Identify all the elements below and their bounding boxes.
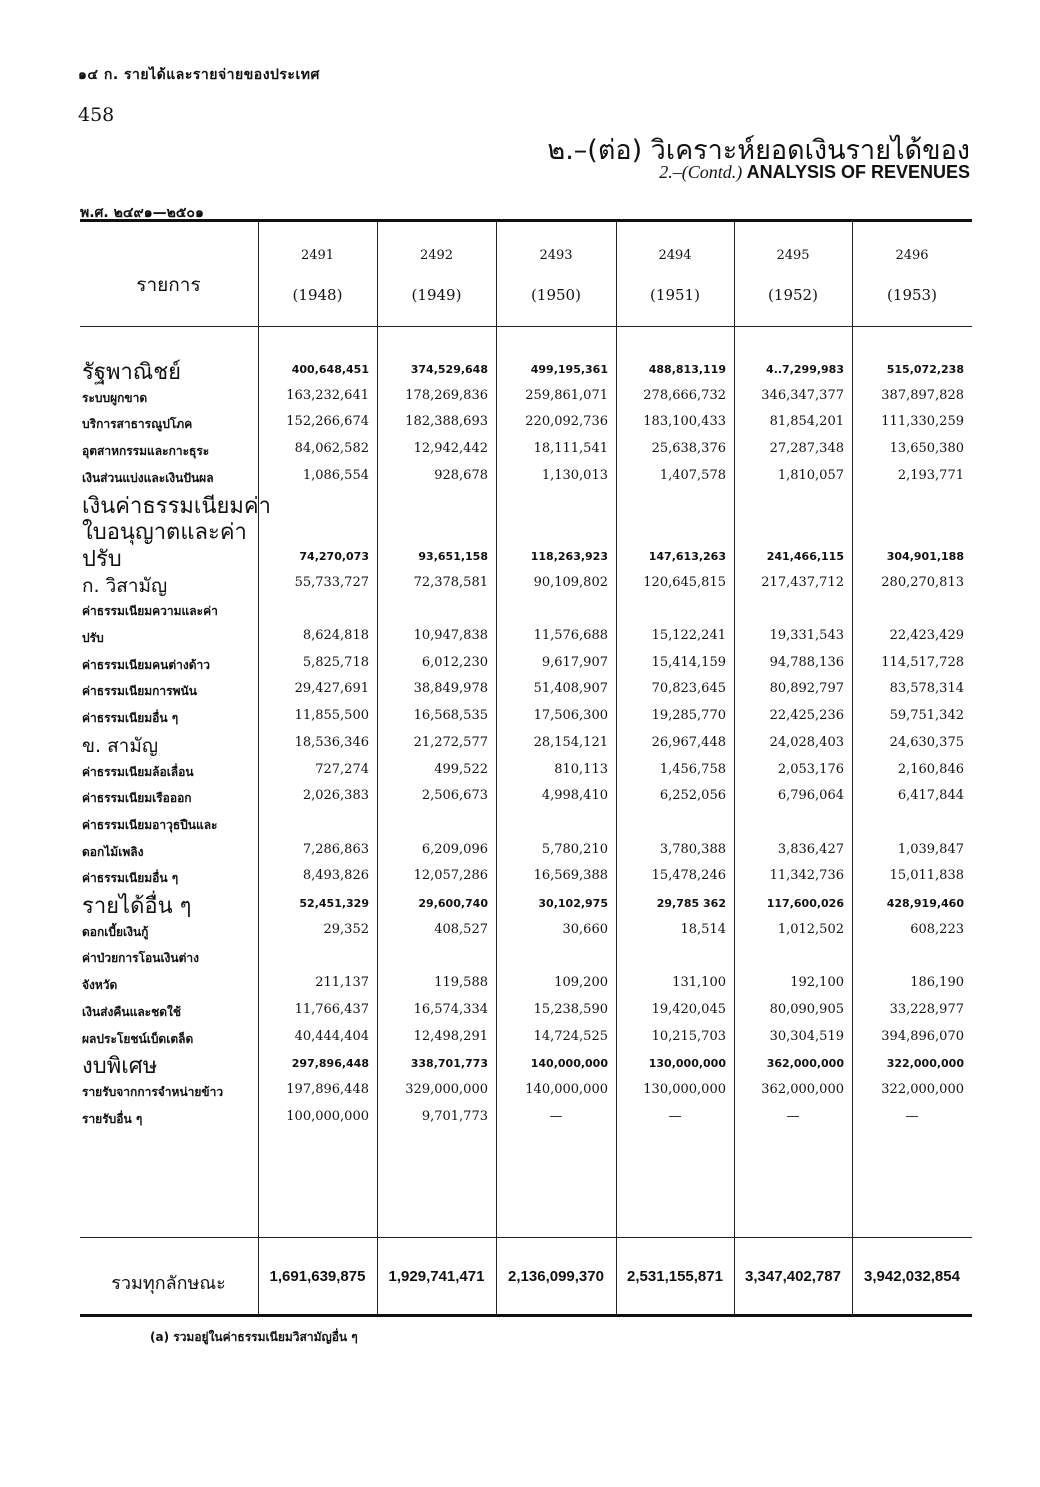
cell-value: — — [905, 1108, 919, 1124]
row-label: ข. สามัญ — [82, 734, 159, 757]
cell-value: 2,160,846 — [897, 761, 964, 777]
table-row — [80, 703, 972, 730]
cell-value: 118,263,923 — [530, 549, 608, 563]
row-label: ค่าป่วยการโอนเงินต่าง — [82, 951, 200, 966]
cell-value: 59,751,342 — [889, 708, 964, 724]
cell-value: 24,630,375 — [889, 734, 964, 750]
row-label: รายรับจากการจำหน่ายข้าว — [82, 1084, 224, 1099]
cell-value: 3,836,427 — [777, 841, 844, 857]
table-row — [80, 783, 972, 810]
cell-value: 6,796,064 — [777, 788, 844, 804]
table-title-english — [659, 162, 970, 183]
cell-value: 346,347,377 — [761, 387, 844, 403]
cell-value: 84,062,582 — [294, 441, 369, 457]
cell-value: 19,331,543 — [769, 628, 844, 643]
cell-value: 29,785 362 — [656, 897, 726, 910]
row-label: ค่าธรรมเนียมอื่น ๆ — [82, 871, 179, 886]
table-row — [80, 997, 972, 1024]
cell-value: 15,478,246 — [651, 868, 726, 884]
cell-value: 3,780,388 — [659, 841, 726, 857]
cell-value: 28,154,121 — [533, 734, 608, 750]
cell-value: 12,942,442 — [413, 441, 488, 457]
cell-value: 147,613,263 — [648, 549, 726, 563]
total-value: 1,691,639,875 — [269, 1268, 366, 1285]
cell-value: 2,053,176 — [777, 761, 844, 777]
footnote: (a) รวมอยู่ในค่าธรรมเนียมวิสามัญอื่น ๆ — [150, 1330, 358, 1344]
cell-value: 30,102,975 — [538, 897, 608, 910]
cell-value: 2,506,673 — [421, 788, 488, 804]
row-label: ค่าธรรมเนียมอาวุธปืนและ — [82, 817, 218, 832]
cell-value: 1,086,554 — [302, 467, 369, 483]
cell-value: 394,896,070 — [881, 1028, 964, 1044]
cell-value: 10,215,703 — [651, 1028, 726, 1044]
cell-value: 499,522 — [434, 761, 488, 777]
cell-value: 109,200 — [554, 975, 608, 991]
total-value: 3,347,402,787 — [745, 1268, 841, 1285]
cell-value: — — [549, 1108, 563, 1124]
table-row — [80, 409, 972, 436]
cell-value: 30,660 — [562, 921, 608, 937]
cell-value: 120,645,815 — [643, 574, 726, 590]
table-row — [80, 837, 972, 864]
table-row — [80, 1104, 972, 1131]
cell-value: 6,209,096 — [421, 841, 488, 857]
cell-value: 515,072,238 — [886, 363, 964, 376]
cell-value: 278,666,732 — [643, 387, 726, 403]
cell-value: 52,451,329 — [299, 897, 369, 910]
cell-value: 374,529,648 — [410, 363, 488, 376]
cell-value: 6,012,230 — [421, 654, 488, 670]
cell-value: 30,304,519 — [769, 1028, 844, 1044]
cell-value: 1,039,847 — [897, 841, 964, 857]
cell-value: 100,000,000 — [286, 1108, 369, 1124]
table-row — [80, 1050, 972, 1080]
cell-value: 608,223 — [910, 921, 964, 937]
row-label: ค่าธรรมเนียมเรือออก — [82, 791, 192, 806]
cell-value: 297,896,448 — [291, 1057, 369, 1071]
table-row — [80, 436, 972, 463]
cell-value: 217,437,712 — [761, 574, 844, 590]
title-contd: 2.–(Contd.) — [659, 162, 743, 182]
cell-value: 6,417,844 — [897, 788, 964, 804]
cell-value: 304,901,188 — [886, 549, 964, 563]
row-label: รัฐพาณิชย์ — [82, 360, 182, 385]
cell-value: 11,855,500 — [294, 708, 369, 724]
cell-value: 81,854,201 — [769, 414, 844, 430]
cell-value: 329,000,000 — [405, 1081, 488, 1097]
cell-value: 15,238,590 — [533, 1001, 608, 1017]
column-year-be: 2496 — [895, 248, 929, 263]
row-label: ค่าธรรมเนียมการพนัน — [82, 684, 197, 699]
cell-value: 9,701,773 — [421, 1108, 488, 1124]
cell-value: 810,113 — [554, 761, 608, 777]
cell-value: 11,342,736 — [769, 868, 844, 884]
cell-value: 16,569,388 — [533, 868, 608, 884]
cell-value: 15,011,838 — [889, 868, 964, 884]
cell-value: 74,270,073 — [299, 549, 369, 563]
cell-value: 94,788,136 — [769, 654, 844, 670]
cell-value: 322,000,000 — [886, 1057, 964, 1071]
cell-value: 9,617,907 — [541, 654, 608, 670]
cell-value: 29,427,691 — [294, 681, 369, 697]
cell-value: 11,576,688 — [533, 628, 608, 643]
cell-value: 428,919,460 — [886, 897, 964, 910]
cell-value: 72,378,581 — [413, 574, 488, 590]
cell-value: 25,638,376 — [651, 441, 726, 457]
table-title-thai: ๒.–(ต่อ) วิเคราะห์ยอดเงินรายได้ของ — [547, 135, 970, 166]
table-row — [80, 623, 972, 650]
cell-value: 338,701,773 — [410, 1057, 488, 1071]
cell-value: 51,408,907 — [533, 681, 608, 697]
cell-value: 117,600,026 — [766, 897, 844, 910]
table-row — [80, 543, 972, 570]
row-label: งบพิเศษ — [82, 1054, 158, 1080]
cell-value: 130,000,000 — [648, 1057, 726, 1071]
cell-value: 18,111,541 — [533, 441, 608, 457]
table-row — [80, 970, 972, 997]
cell-value: — — [786, 1108, 800, 1124]
cell-value: 130,000,000 — [643, 1081, 726, 1097]
table-row — [80, 463, 972, 490]
table-row — [80, 383, 972, 410]
table-row — [80, 650, 972, 677]
column-year-be: 2491 — [300, 248, 335, 263]
row-label: ค่าธรรมเนียมคนต่างด้าว — [82, 657, 211, 672]
page-number: 458 — [78, 104, 115, 126]
cell-value: 27,287,348 — [769, 441, 844, 457]
cell-value: 80,090,905 — [769, 1001, 844, 1017]
column-year-ce: (1950) — [531, 286, 581, 304]
cell-value: 5,825,718 — [302, 654, 369, 670]
table-row — [80, 596, 972, 623]
row-label: ค่าธรรมเนียมความและค่า — [82, 604, 218, 619]
cell-value: 152,266,674 — [286, 414, 369, 430]
cell-value: 499,195,361 — [530, 363, 608, 376]
cell-value: 186,190 — [910, 975, 964, 991]
total-value: 3,942,032,854 — [864, 1268, 960, 1285]
cell-value: 211,137 — [315, 975, 369, 991]
cell-value: 4,998,410 — [541, 788, 608, 804]
table-row — [80, 917, 972, 944]
cell-value: 8,624,818 — [302, 628, 369, 643]
cell-value: 182,388,693 — [405, 414, 488, 430]
cell-value: 8,493,826 — [302, 868, 369, 884]
cell-value: 5,780,210 — [541, 841, 608, 857]
column-year-be: 2495 — [776, 248, 810, 263]
cell-value: 183,100,433 — [643, 414, 726, 430]
table-row — [80, 1024, 972, 1051]
table-row — [80, 490, 972, 517]
row-label: เงินค่าธรรมเนียมค่า — [82, 493, 271, 519]
cell-value: 21,272,577 — [413, 734, 488, 750]
cell-value: 1,407,578 — [659, 467, 726, 483]
cell-value: 727,274 — [315, 761, 369, 777]
cell-value: 488,813,119 — [648, 363, 726, 376]
cell-value: 163,232,641 — [286, 387, 369, 403]
cell-value: 33,228,977 — [889, 1001, 964, 1017]
column-year-ce: (1952) — [768, 286, 818, 304]
row-label: ก. วิสามัญ — [82, 574, 168, 597]
cell-value: 400,648,451 — [291, 363, 369, 376]
table-row — [80, 570, 972, 597]
row-label: รายรับอื่น ๆ — [82, 1111, 143, 1126]
cell-value: — — [668, 1108, 682, 1124]
cell-value: 12,498,291 — [413, 1028, 488, 1044]
column-year-ce: (1949) — [411, 286, 462, 304]
cell-value: 192,100 — [790, 975, 844, 991]
cell-value: 111,330,259 — [881, 414, 964, 430]
title-english-text: ANALYSIS OF REVENUES — [746, 162, 970, 182]
cell-value: 114,517,728 — [881, 654, 964, 670]
cell-value: 1,810,057 — [777, 467, 844, 483]
total-rule — [80, 1237, 972, 1238]
row-label: จังหวัด — [82, 978, 118, 993]
row-label: ค่าธรรมเนียมล้อเลื่อน — [82, 764, 194, 779]
table-row — [80, 863, 972, 890]
cell-value: 7,286,863 — [302, 841, 369, 857]
cell-value: 131,100 — [672, 975, 726, 991]
cell-value: 90,109,802 — [533, 574, 608, 590]
row-label: รายได้อื่น ๆ — [82, 894, 192, 919]
cell-value: 17,506,300 — [533, 708, 608, 724]
cell-value: 140,000,000 — [525, 1081, 608, 1097]
table-row — [80, 730, 972, 757]
cell-value: 140,000,000 — [530, 1057, 608, 1071]
cell-value: 22,423,429 — [889, 628, 964, 643]
cell-value: 55,733,727 — [294, 574, 369, 590]
cell-value: 83,578,314 — [889, 681, 964, 697]
row-label: ระบบผูกขาด — [82, 390, 148, 405]
cell-value: 14,724,525 — [533, 1028, 608, 1044]
cell-value: 2,193,771 — [897, 467, 964, 483]
cell-value: 280,270,813 — [881, 574, 964, 590]
cell-value: 26,967,448 — [651, 734, 726, 750]
cell-value: 10,947,838 — [413, 628, 488, 643]
row-label: ผลประโยชน์เบ็ดเตล็ด — [82, 1031, 194, 1046]
table-row — [80, 1077, 972, 1104]
column-year-be: 2492 — [419, 248, 454, 263]
cell-value: 408,527 — [434, 921, 488, 937]
cell-value: 1,456,758 — [659, 761, 726, 777]
cell-value: 13,650,380 — [889, 441, 964, 457]
cell-value: 16,574,334 — [413, 1001, 488, 1017]
cell-value: 322,000,000 — [881, 1081, 964, 1097]
cell-value: 24,028,403 — [769, 734, 844, 750]
cell-value: 19,420,045 — [651, 1001, 726, 1017]
cell-value: 40,444,404 — [294, 1028, 369, 1044]
row-label: เงินส่วนแบ่งและเงินปันผล — [82, 470, 214, 485]
row-label: ดอกเบี้ยเงินกู้ — [82, 924, 149, 939]
item-header: รายการ — [136, 274, 201, 296]
table-row — [80, 757, 972, 784]
column-year-be: 2493 — [539, 248, 573, 263]
cell-value: 4..7,299,983 — [766, 363, 844, 376]
row-label: ปรับ — [82, 631, 104, 645]
row-label: ค่าธรรมเนียมอื่น ๆ — [82, 711, 179, 726]
cell-value: 6,252,056 — [659, 788, 726, 804]
cell-value: 18,536,346 — [294, 734, 369, 750]
cell-value: 241,466,115 — [766, 549, 844, 563]
cell-value: 362,000,000 — [761, 1081, 844, 1097]
column-year-ce: (1953) — [887, 286, 937, 304]
cell-value: 29,352 — [323, 921, 369, 937]
cell-value: 93,651,158 — [418, 549, 488, 563]
cell-value: 11,766,437 — [294, 1001, 369, 1017]
column-year-be: 2494 — [658, 248, 692, 263]
cell-value: 15,122,241 — [651, 628, 726, 643]
cell-value: 80,892,797 — [769, 681, 844, 697]
period-label: พ.ศ. ๒๔๙๑—๒๕๐๑ — [80, 205, 204, 221]
column-year-ce: (1951) — [650, 286, 700, 304]
cell-value: 19,285,770 — [651, 708, 726, 724]
cell-value: 29,600,740 — [418, 897, 488, 910]
row-label: บริการสาธารณูปโภค — [82, 417, 193, 432]
cell-value: 928,678 — [434, 467, 488, 483]
cell-value: 362,000,000 — [766, 1057, 844, 1071]
row-label: อุตสาหกรรมและกาะธุระ — [82, 444, 210, 459]
table-row — [80, 516, 972, 546]
total-value: 1,929,741,471 — [388, 1268, 485, 1285]
column-year-ce: (1948) — [292, 286, 343, 304]
row-label: เงินส่งคืนและชดใช้ — [82, 1004, 182, 1019]
header-rule — [80, 326, 972, 327]
table-row — [80, 676, 972, 703]
row-label: ดอกไม้เพลิง — [82, 844, 144, 859]
cell-value: 197,896,448 — [286, 1081, 369, 1097]
total-value: 2,136,099,370 — [508, 1268, 604, 1285]
table-row — [80, 356, 972, 383]
cell-value: 387,897,828 — [881, 387, 964, 403]
cell-value: 2,026,383 — [302, 788, 369, 804]
revenue-table — [80, 219, 972, 1317]
cell-value: 22,425,236 — [769, 708, 844, 724]
cell-value: 119,588 — [434, 975, 488, 991]
cell-value: 15,414,159 — [651, 654, 726, 670]
cell-value: 1,130,013 — [541, 467, 608, 483]
table-row — [80, 810, 972, 837]
cell-value: 12,057,286 — [413, 868, 488, 884]
cell-value: 18,514 — [680, 921, 726, 937]
total-label: รวมทุกลักษณะ — [111, 1273, 226, 1294]
total-value: 2,531,155,871 — [627, 1268, 723, 1285]
cell-value: 220,092,736 — [525, 414, 608, 430]
table-row — [80, 890, 972, 917]
cell-value: 16,568,535 — [413, 708, 488, 724]
running-head: ๑๔ ก. รายได้และรายจ่ายของประเทศ — [78, 67, 320, 83]
row-label: ปรับ — [82, 546, 122, 572]
row-label: ใบอนุญาตและค่า — [82, 520, 247, 546]
cell-value: 38,849,978 — [413, 681, 488, 697]
cell-value: 259,861,071 — [525, 387, 608, 403]
table-row — [80, 943, 972, 970]
cell-value: 70,823,645 — [651, 681, 726, 697]
cell-value: 178,269,836 — [405, 387, 488, 403]
cell-value: 1,012,502 — [777, 921, 844, 937]
